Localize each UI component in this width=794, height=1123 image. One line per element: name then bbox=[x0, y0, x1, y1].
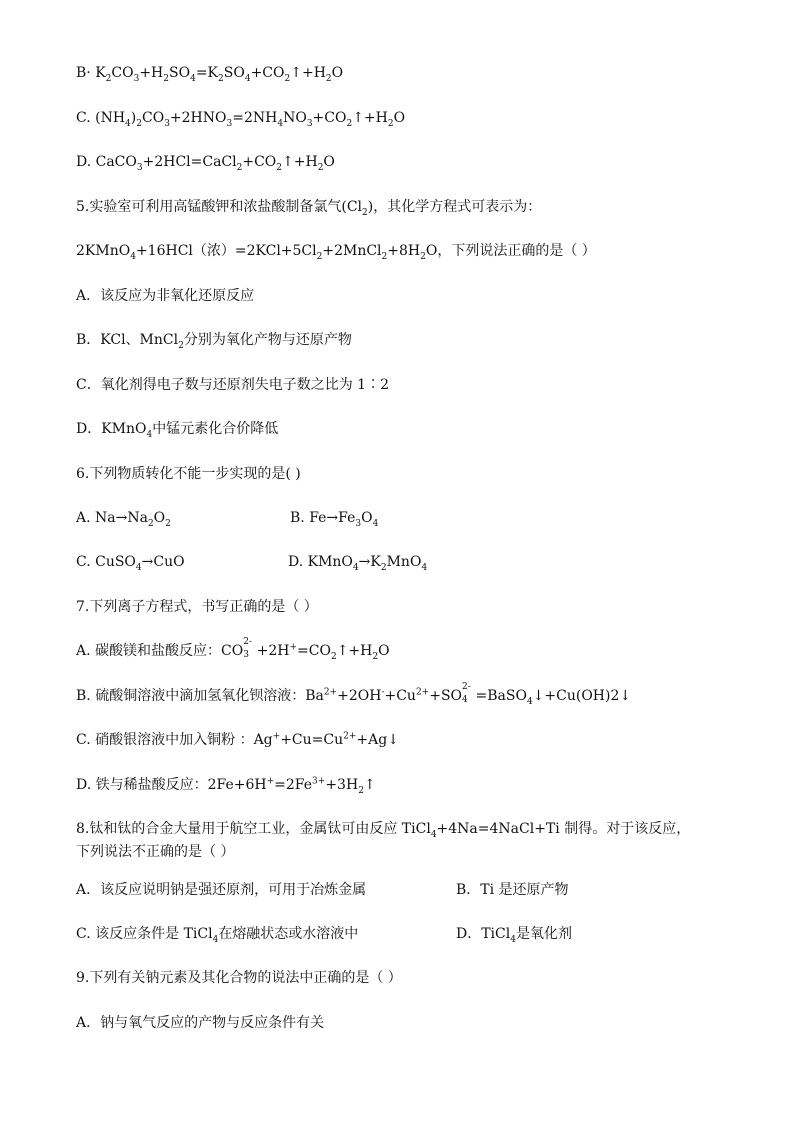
text-run: 是氧化剂 bbox=[515, 926, 572, 942]
superscript: 2- bbox=[243, 637, 252, 647]
subscript: 3 bbox=[136, 162, 143, 173]
document-line bbox=[76, 682, 632, 707]
superscript: + bbox=[266, 776, 275, 787]
subscript: 2 bbox=[325, 73, 332, 84]
subscript: 2 bbox=[381, 251, 388, 262]
text-run: =BaSO bbox=[471, 688, 527, 704]
text-run: +2OH bbox=[337, 688, 382, 704]
subscript: 3 bbox=[133, 73, 140, 84]
subscript: 4 bbox=[190, 73, 196, 84]
text-run: )，其化学方程式可表示为： bbox=[367, 199, 542, 215]
subscript: 3 bbox=[243, 650, 249, 660]
text-run: =K bbox=[195, 65, 219, 81]
text-run: D．KMnO bbox=[76, 421, 147, 437]
stacked-sub-superscript bbox=[243, 637, 252, 660]
superscript: + bbox=[289, 642, 298, 653]
text-run: +Ag↓ bbox=[356, 732, 399, 748]
document-line bbox=[76, 597, 318, 617]
text-run: +SO bbox=[429, 688, 463, 704]
text-run: ↑+H bbox=[290, 65, 326, 81]
option-right-column bbox=[456, 880, 569, 900]
text-run: CO bbox=[141, 110, 165, 126]
text-run: 5.实验室可利用高锰酸钾和浓盐酸制备氯气(Cl bbox=[76, 199, 363, 215]
document-line bbox=[76, 730, 399, 750]
text-run: A．钠与氧气反应的产物与反应条件有关 bbox=[76, 1015, 325, 1031]
option-right-column bbox=[290, 508, 378, 528]
text-run: =CO bbox=[297, 643, 331, 659]
subscript: 4 bbox=[146, 429, 153, 440]
text-run: →K bbox=[358, 554, 381, 570]
document-line bbox=[76, 241, 596, 261]
subscript: 4 bbox=[244, 73, 251, 84]
text-run: 分别为氧化产物与还原产物 bbox=[183, 332, 352, 348]
text-run: B. Fe→Fe bbox=[290, 510, 356, 526]
text-run: C. 该反应条件是 TiCl bbox=[76, 926, 213, 942]
text-run: +2H bbox=[252, 643, 290, 659]
text-run: +3H bbox=[325, 777, 359, 793]
text-run: O，下列说法正确的是（ ） bbox=[425, 243, 596, 259]
document-line bbox=[76, 419, 278, 439]
document-line bbox=[76, 375, 389, 395]
subscript: 2 bbox=[316, 251, 323, 262]
text-run: O bbox=[323, 154, 335, 170]
text-run: +CO bbox=[250, 65, 285, 81]
subscript: 3 bbox=[164, 118, 170, 129]
subscript: 2 bbox=[105, 73, 112, 84]
text-run: D．TiCl bbox=[456, 926, 511, 942]
document-line bbox=[76, 286, 254, 306]
superscript: + bbox=[272, 731, 281, 742]
text-run: A．该反应为非氧化还原反应 bbox=[76, 288, 255, 304]
subscript: 4 bbox=[510, 934, 516, 945]
subscript: 2 bbox=[372, 651, 379, 662]
text-run: A．该反应说明钠是强还原剂，可用于冶炼金属 bbox=[76, 882, 367, 898]
subscript: 2 bbox=[218, 73, 224, 84]
text-run: B· K bbox=[76, 65, 106, 81]
text-run: NO bbox=[283, 110, 307, 126]
document-line bbox=[76, 197, 541, 217]
superscript: 2+ bbox=[323, 687, 338, 698]
document-line bbox=[76, 330, 352, 350]
text-run: 9.下列有关钠元素及其化合物的说法中正确的是（ ） bbox=[76, 970, 402, 986]
document-line bbox=[76, 63, 343, 83]
text-run: MnO bbox=[386, 554, 422, 570]
subscript: 2 bbox=[380, 562, 387, 573]
text-run: 中锰元素化合价降低 bbox=[152, 421, 279, 437]
text-run: ↓ bbox=[619, 688, 632, 704]
document-line bbox=[76, 775, 376, 795]
text-run: ) bbox=[130, 110, 137, 126]
subscript: 2 bbox=[147, 518, 154, 529]
subscript: 2 bbox=[330, 651, 337, 662]
text-run: D. 铁与稀盐酸反应：2Fe+6H bbox=[76, 777, 267, 793]
subscript: 2 bbox=[362, 207, 368, 218]
text-run: +2MnCl bbox=[322, 243, 382, 259]
document-line bbox=[76, 880, 569, 900]
text-run: =2Fe bbox=[274, 777, 313, 793]
text-run: O bbox=[153, 510, 166, 526]
text-run: 6.下列物质转化不能一步实现的是( ) bbox=[76, 466, 301, 482]
document-line bbox=[76, 108, 405, 128]
text-run: →CuO bbox=[141, 554, 185, 570]
superscript: 2+ bbox=[415, 687, 430, 698]
text-run: SO bbox=[223, 65, 245, 81]
text-run: C. (NH bbox=[76, 110, 126, 126]
subscript: 4 bbox=[277, 118, 284, 129]
superscript: 3+ bbox=[312, 776, 326, 787]
text-run: +Cu bbox=[384, 688, 416, 704]
subscript: 3 bbox=[306, 118, 313, 129]
subscript: 4 bbox=[430, 829, 437, 840]
subscript: 2 bbox=[163, 73, 170, 84]
text-run: B. 硫酸铜溶液中滴加氢氧化钡溶液：Ba bbox=[76, 688, 324, 704]
subscript: 2 bbox=[317, 162, 324, 173]
stacked-sub-superscript bbox=[462, 682, 471, 705]
subscript: 2 bbox=[136, 118, 142, 129]
text-run: A. Na→Na bbox=[76, 510, 148, 526]
text-run: +H bbox=[139, 65, 164, 81]
document-line bbox=[76, 637, 390, 662]
subscript: 4 bbox=[212, 934, 219, 945]
text-run: O bbox=[361, 510, 373, 526]
text-run: 8.钛和钛的合金大量用于航空工业，金属钛可由反应 TiCl bbox=[76, 821, 431, 837]
document-line bbox=[76, 152, 335, 172]
text-run: D. CaCO bbox=[76, 154, 137, 170]
subscript: 2 bbox=[420, 251, 426, 262]
subscript: 2 bbox=[387, 118, 394, 129]
text-run: CO bbox=[111, 65, 134, 81]
text-run: +8H bbox=[387, 243, 421, 259]
option-right-column bbox=[288, 552, 427, 572]
subscript: 4 bbox=[130, 251, 136, 262]
text-run: +4Na=4NaCl+Ti 制得。对于该反应， bbox=[436, 821, 691, 837]
document-line bbox=[76, 464, 301, 484]
subscript: 4 bbox=[462, 695, 468, 705]
text-run: C．氧化剂得电子数与还原剂失电子数之比为 1∶2 bbox=[76, 377, 389, 393]
document-line bbox=[76, 924, 572, 945]
text-run: A. 碳酸镁和盐酸反应：CO bbox=[76, 643, 244, 659]
subscript: 2 bbox=[346, 118, 353, 129]
text-run: +16HCl（浓）=2KCl+5Cl bbox=[135, 243, 317, 259]
subscript: 2 bbox=[284, 73, 291, 84]
text-run: SO bbox=[169, 65, 191, 81]
subscript: 3 bbox=[226, 118, 233, 129]
superscript: 2- bbox=[462, 682, 471, 692]
text-run: C. CuSO bbox=[76, 554, 136, 570]
subscript: 4 bbox=[352, 562, 359, 573]
superscript: - bbox=[381, 687, 385, 698]
text-run: =2NH bbox=[232, 110, 278, 126]
text-run: ↓+Cu(OH) bbox=[532, 688, 611, 704]
subscript: 2 bbox=[358, 785, 364, 796]
subscript: 3 bbox=[355, 518, 362, 529]
subscript: 2 bbox=[165, 518, 171, 529]
text-run: ↑ bbox=[363, 777, 376, 793]
document-line bbox=[76, 552, 428, 573]
document-line bbox=[76, 842, 234, 862]
text-run: 2KMnO bbox=[76, 243, 131, 259]
text-run: ↑+H bbox=[352, 110, 388, 126]
text-run: +CO bbox=[242, 154, 277, 170]
text-run: +2HCl=CaCl bbox=[142, 154, 237, 170]
text-run: ↑+H bbox=[336, 643, 373, 659]
text-run: C. 硝酸银溶液中加入铜粉 ：Ag bbox=[76, 732, 273, 748]
document-line bbox=[76, 819, 690, 839]
text-run: B．Ti 是还原产物 bbox=[456, 882, 569, 898]
text-run: 下列说法不正确的是（ ） bbox=[76, 844, 235, 860]
text-run: ↑+H bbox=[282, 154, 318, 170]
subscript: 2 bbox=[236, 162, 243, 173]
text-run: D. KMnO bbox=[288, 554, 353, 570]
subscript: 2 bbox=[178, 340, 184, 351]
superscript: 2+ bbox=[343, 731, 357, 742]
subscript: 4 bbox=[125, 118, 131, 129]
document-line bbox=[76, 968, 402, 988]
text-run: +Cu=Cu bbox=[280, 732, 344, 748]
text-run: O bbox=[393, 110, 406, 126]
subscript: 4 bbox=[526, 696, 533, 707]
document-line bbox=[76, 1013, 324, 1033]
text-run: +2HNO bbox=[169, 110, 227, 126]
subscript: 2 bbox=[276, 162, 283, 173]
subscript: 4 bbox=[135, 562, 142, 573]
text-run: 7.下列离子方程式，书写正确的是（ ） bbox=[76, 599, 318, 615]
option-right-column bbox=[456, 924, 572, 944]
text-run: O bbox=[378, 643, 390, 659]
subscript: 4 bbox=[421, 562, 428, 573]
text-run: B．KCl、MnCl bbox=[76, 332, 179, 348]
text-run: O bbox=[331, 65, 344, 81]
text-run: +CO bbox=[312, 110, 347, 126]
text-run: 在熔融状态或水溶液中 bbox=[218, 926, 359, 942]
subscript: 4 bbox=[372, 518, 379, 529]
text-run: 2 bbox=[610, 688, 620, 704]
